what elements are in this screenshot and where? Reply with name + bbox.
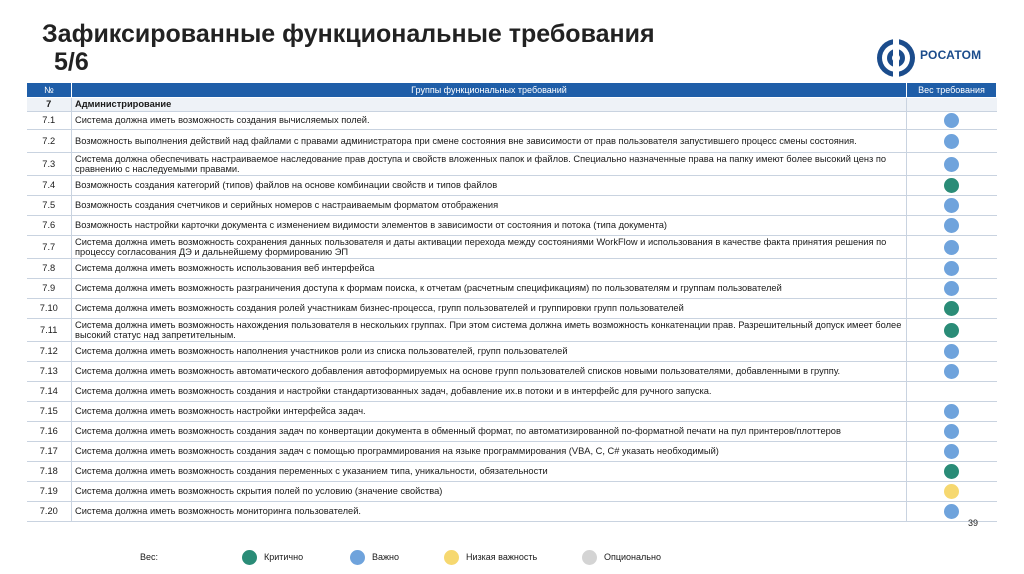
important-weight-dot-icon (944, 444, 959, 459)
legend-optional-label: Опционально (604, 552, 661, 562)
group-row (27, 98, 997, 112)
table-row (27, 402, 997, 422)
row-description: Система должна иметь возможность разграничения доступа к формам поиска, к отчетам (расчетным спецификациям) по пользователям и группам пользователей (72, 279, 907, 299)
row-description: Система должна иметь возможность создания задач по конвертации документа в обменный формат, по автоматизированной по-форматной печати на пул принтеров/плоттеров (72, 422, 907, 442)
row-num: 7.20 (27, 502, 72, 522)
row-weight (907, 342, 997, 362)
legend-label: Вес: (140, 552, 159, 562)
important-weight-dot-icon (944, 364, 959, 379)
header-num: № (27, 83, 72, 98)
legend-critical-dot-icon (242, 550, 257, 565)
row-description: Возможность создания счетчиков и серийных номеров с настраиваемым форматом отображения (72, 196, 907, 216)
header-group: Группы функциональных требований (72, 83, 907, 98)
row-weight (907, 176, 997, 196)
requirements-table (26, 82, 997, 522)
important-weight-dot-icon (944, 344, 959, 359)
row-description: Система должна иметь возможность создания задач с помощью программирования на языке программирования (VBA, C, C# указать необходимый) (72, 442, 907, 462)
row-weight (907, 216, 997, 236)
table-row (27, 422, 997, 442)
row-description: Система должна иметь возможность создания переменных с указанием типа, уникальности, обязательности (72, 462, 907, 482)
table-row (27, 362, 997, 382)
important-weight-dot-icon (944, 504, 959, 519)
row-num: 7.3 (27, 153, 72, 176)
page-title-line2: 5/6 (54, 48, 89, 76)
critical-weight-dot-icon (944, 301, 959, 316)
legend-important-label: Важно (372, 552, 400, 562)
legend-low-label: Низкая важность (466, 552, 538, 562)
important-weight-dot-icon (944, 198, 959, 213)
legend-critical-label: Критично (264, 552, 304, 562)
table-header-row (27, 83, 997, 98)
critical-weight-dot-icon (944, 464, 959, 479)
row-weight (907, 402, 997, 422)
row-description: Система должна иметь возможность создания и настройки стандартизованных задач, добавление их.в потоки и в интерфейс для ручного запуска. (72, 382, 907, 402)
table-row (27, 236, 997, 259)
page-number: 39 (968, 518, 979, 528)
logo-text: РОСАТОМ (920, 48, 982, 62)
table-row (27, 112, 997, 130)
row-weight (907, 362, 997, 382)
table-row (27, 382, 997, 402)
table-row (27, 342, 997, 362)
table-row (27, 216, 997, 236)
important-weight-dot-icon (944, 424, 959, 439)
row-weight (907, 236, 997, 259)
row-num: 7.12 (27, 342, 72, 362)
group-num: 7 (27, 98, 72, 112)
row-weight (907, 112, 997, 130)
row-weight (907, 382, 997, 402)
row-weight (907, 422, 997, 442)
row-weight (907, 196, 997, 216)
row-num: 7.19 (27, 482, 72, 502)
row-weight (907, 502, 997, 522)
row-description: Система должна иметь возможность сохранения данных пользователя и даты активации перехода между состояниями WorkFlow и использования в качестве факта принятия решения по процессу согласования ДЭ и дальнейшему формированию ЭП (72, 236, 907, 259)
table-row (27, 196, 997, 216)
table-row (27, 482, 997, 502)
row-description: Система должна обеспечивать настраиваемое наследование прав доступа и свойств вложенных папок и файлов. Специально назначенные права на папку имеют более высокий ценз по сравнению с наследуемыми правами. (72, 153, 907, 176)
table-row (27, 279, 997, 299)
row-num: 7.17 (27, 442, 72, 462)
row-num: 7.7 (27, 236, 72, 259)
row-num: 7.4 (27, 176, 72, 196)
important-weight-dot-icon (944, 218, 959, 233)
table-row (27, 130, 997, 153)
row-num: 7.11 (27, 319, 72, 342)
row-description: Возможность выполнения действий над файлами с правами администратора при смене состояния вне зависимости от прав пользователя запустившего процесс смены состояния. (72, 130, 907, 153)
row-weight (907, 259, 997, 279)
table-row (27, 299, 997, 319)
row-num: 7.2 (27, 130, 72, 153)
important-weight-dot-icon (944, 157, 959, 172)
critical-weight-dot-icon (944, 323, 959, 338)
header-weight: Вес требования (907, 83, 997, 98)
row-weight (907, 130, 997, 153)
group-label: Администрирование (72, 98, 907, 112)
row-description: Система должна иметь возможность создания вычисляемых полей. (72, 112, 907, 130)
row-weight (907, 442, 997, 462)
row-description: Система должна иметь возможность автоматического добавления автоформируемых на основе групп пользователей списков новыми пользователями, добавленными в группу. (72, 362, 907, 382)
row-description: Система должна иметь возможность наполнения участников роли из списка пользователей, групп пользователей (72, 342, 907, 362)
important-weight-dot-icon (944, 134, 959, 149)
legend-optional-dot-icon (582, 550, 597, 565)
table-row (27, 176, 997, 196)
row-num: 7.18 (27, 462, 72, 482)
row-description: Система должна иметь возможность скрытия полей по условию (значение свойства) (72, 482, 907, 502)
row-description: Система должна иметь возможность использования веб интерфейса (72, 259, 907, 279)
table-row (27, 259, 997, 279)
table-row (27, 153, 997, 176)
table-row (27, 462, 997, 482)
table-row (27, 319, 997, 342)
table-row (27, 442, 997, 462)
legend-important-dot-icon (350, 550, 365, 565)
row-num: 7.15 (27, 402, 72, 422)
row-num: 7.14 (27, 382, 72, 402)
important-weight-dot-icon (944, 404, 959, 419)
page-title (42, 20, 655, 76)
low-weight-dot-icon (944, 484, 959, 499)
row-num: 7.16 (27, 422, 72, 442)
row-description: Система должна иметь возможность мониторинга пользователей. (72, 502, 907, 522)
row-num: 7.10 (27, 299, 72, 319)
row-weight (907, 319, 997, 342)
row-num: 7.5 (27, 196, 72, 216)
row-num: 7.1 (27, 112, 72, 130)
row-weight (907, 482, 997, 502)
row-description: Система должна иметь возможность настройки интерфейса задач. (72, 402, 907, 422)
row-num: 7.13 (27, 362, 72, 382)
important-weight-dot-icon (944, 281, 959, 296)
row-description: Возможность создания категорий (типов) файлов на основе комбинации свойств и типов файлов (72, 176, 907, 196)
row-description: Система должна иметь возможность нахождения пользователя в нескольких группах. При этом система должна иметь возможность конкатенации прав. Разрешительный допуск имеет более высокий статус над запретительным. (72, 319, 907, 342)
important-weight-dot-icon (944, 113, 959, 128)
legend (0, 548, 1024, 568)
row-description: Система должна иметь возможность создания ролей участникам бизнес-процесса, групп пользователей и группировки групп пользователей (72, 299, 907, 319)
critical-weight-dot-icon (944, 178, 959, 193)
row-weight (907, 153, 997, 176)
important-weight-dot-icon (944, 240, 959, 255)
important-weight-dot-icon (944, 261, 959, 276)
row-weight (907, 299, 997, 319)
row-weight (907, 279, 997, 299)
row-num: 7.8 (27, 259, 72, 279)
row-num: 7.9 (27, 279, 72, 299)
table-row (27, 502, 997, 522)
row-num: 7.6 (27, 216, 72, 236)
row-description: Возможность настройки карточки документа с изменением видимости элементов в зависимости от состояния и потока (типа документа) (72, 216, 907, 236)
row-weight (907, 462, 997, 482)
legend-low-dot-icon (444, 550, 459, 565)
page-title-line1: Зафиксированные функциональные требования (42, 20, 655, 48)
